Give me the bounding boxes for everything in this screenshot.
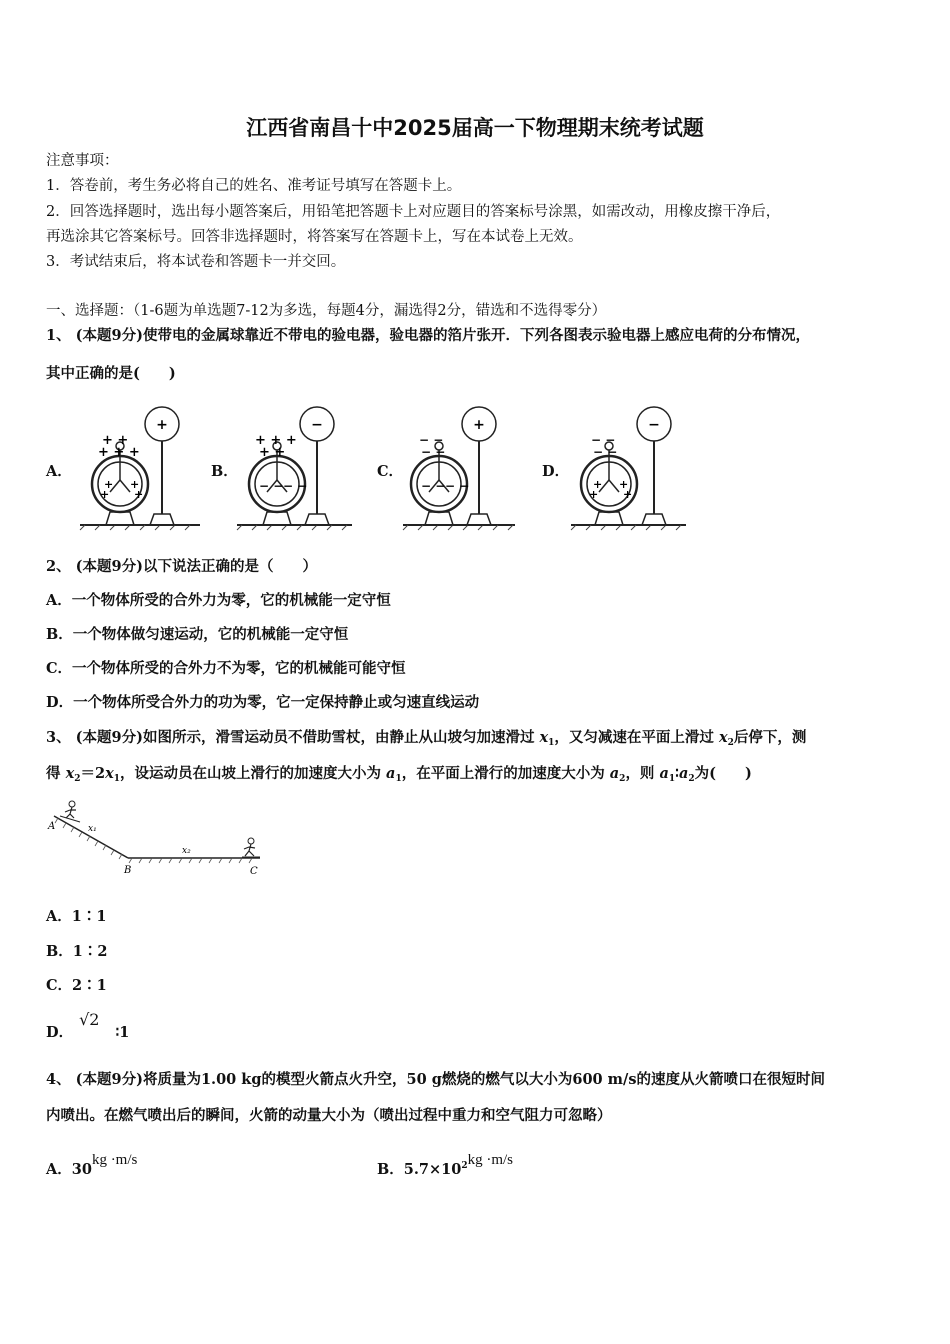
point-c-label: C	[250, 866, 258, 877]
q1-option-d-label: D．	[542, 463, 570, 480]
question-2-stem: 2、 (本题9分)以下说法正确的是（ ）	[46, 558, 317, 575]
svg-text:+ + +: + + +	[98, 445, 140, 460]
svg-text:− −: − −	[593, 445, 618, 459]
svg-text:+: +	[623, 488, 633, 501]
q2-option-a: A．一个物体所受的合外力为零，它的机械能一定守恒	[46, 592, 391, 609]
question-4-stem-cont: 内喷出。在燃气喷出后的瞬间，火箭的动量大小为（喷出过程中重力和空气阻力可忽略）	[46, 1107, 612, 1124]
q3-option-d: D．√2∶1	[46, 1010, 130, 1041]
x1-label: x₁	[88, 824, 97, 834]
svg-text:+ +: + +	[102, 433, 129, 448]
q3-option-b: B．1∶2	[46, 943, 108, 960]
q3-option-c: C．2∶1	[46, 977, 107, 994]
q2-option-b: B．一个物体做匀速运动，它的机械能一定守恒	[46, 626, 349, 643]
svg-text:− −: − −	[283, 479, 308, 493]
electroscope-figure-b	[237, 400, 362, 530]
q3-option-a: A．1∶1	[46, 908, 107, 925]
notice-item: 2．回答选择题时，选出每小题答案后，用铅笔把答题卡上对应题目的答案标号涂黑，如需改动，用橡皮擦干净后，	[46, 204, 781, 220]
ski-slope-figure	[46, 798, 266, 880]
svg-text:+: +	[593, 478, 603, 491]
svg-text:+ + +: + + +	[255, 433, 297, 448]
svg-text:+: +	[130, 478, 140, 491]
question-3-stem: 3、 (本题9分)如图所示，滑雪运动员不借助雪杖，由静止从山坡匀加速滑过 $x_1$，又匀减速在平面上滑过 $x_2$后停下，测	[46, 729, 807, 748]
notice-item: 1．答卷前，考生务必将自己的姓名、准考证号填写在答题卡上。	[46, 178, 462, 194]
electroscope-figure-a	[80, 400, 205, 530]
question-1-stem: 1、 (本题9分)使带电的金属球靠近不带电的验电器，验电器的箔片张开．下列各图表示验电器上感应电荷的分布情况，	[46, 327, 810, 344]
charged-ball-sign: −	[648, 417, 660, 433]
electroscope-figure-d	[571, 400, 696, 530]
svg-text:+: +	[134, 488, 144, 501]
svg-text:+ +: + +	[259, 445, 286, 460]
notice-item: 3．考试结束后，将本试卷和答题卡一并交回。	[46, 254, 346, 270]
svg-text:+: +	[589, 488, 599, 501]
point-b-label: B	[124, 865, 132, 876]
q4-option-a: A．30kg ·m/s	[46, 1152, 138, 1178]
q2-option-d: D．一个物体所受合外力的功为零，它一定保持静止或匀速直线运动	[46, 694, 480, 711]
svg-text:− −: − −	[591, 433, 616, 447]
x2-label: x₂	[182, 846, 191, 856]
charged-ball-sign: +	[473, 417, 485, 433]
svg-text:− −: − −	[421, 445, 446, 459]
q1-option-b-label: B．	[211, 463, 238, 480]
question-4-stem: 4、 (本题9分)将质量为1.00 kg的模型火箭点火升空，50 g燃烧的燃气以大小为600 m/s的速度从火箭喷口在很短时间	[46, 1071, 825, 1088]
page-title: 江西省南昌十中2025届高一下物理期末统考试题	[246, 116, 704, 140]
q1-option-c-label: C．	[377, 463, 404, 480]
svg-text:− −: − −	[419, 433, 444, 447]
notice-item: 再选涂其它答案标号。回答非选择题时，将答案写在答题卡上，写在本试卷上无效。	[46, 229, 583, 245]
question-3-stem-cont: 得 $x_2=2x_1$，设运动员在山坡上滑行的加速度大小为 $a_1$，在平面上滑行的加速度大小为 $a_2$，则 $a_1∶a_2$为( )	[46, 765, 752, 784]
svg-text:+: +	[104, 478, 114, 491]
sqrt-two: √2	[79, 1010, 100, 1029]
svg-text:− −: − −	[421, 479, 446, 493]
svg-text:+: +	[619, 478, 629, 491]
svg-text:+: +	[100, 488, 110, 501]
section-heading: 一、选择题：（1-6题为单选题7-12为多选，每题4分，漏选得2分，错选和不选得零分）	[46, 303, 607, 319]
svg-text:− −: − −	[259, 479, 284, 493]
q4-option-b: B．$5.7\times 10^2kg \cdot m/s$	[377, 1152, 513, 1178]
charged-ball-sign: +	[156, 417, 168, 433]
q2-option-c: C．一个物体所受的合外力不为零，它的机械能可能守恒	[46, 660, 406, 677]
question-1-stem-cont: 其中正确的是( )	[46, 365, 176, 382]
point-a-label: A	[48, 821, 56, 832]
notice-heading: 注意事项：	[46, 153, 119, 169]
svg-text:− −: − −	[445, 479, 470, 493]
charged-ball-sign: −	[311, 417, 323, 433]
q1-option-a-label: A．	[46, 463, 72, 480]
electroscope-figure-c	[403, 400, 528, 530]
